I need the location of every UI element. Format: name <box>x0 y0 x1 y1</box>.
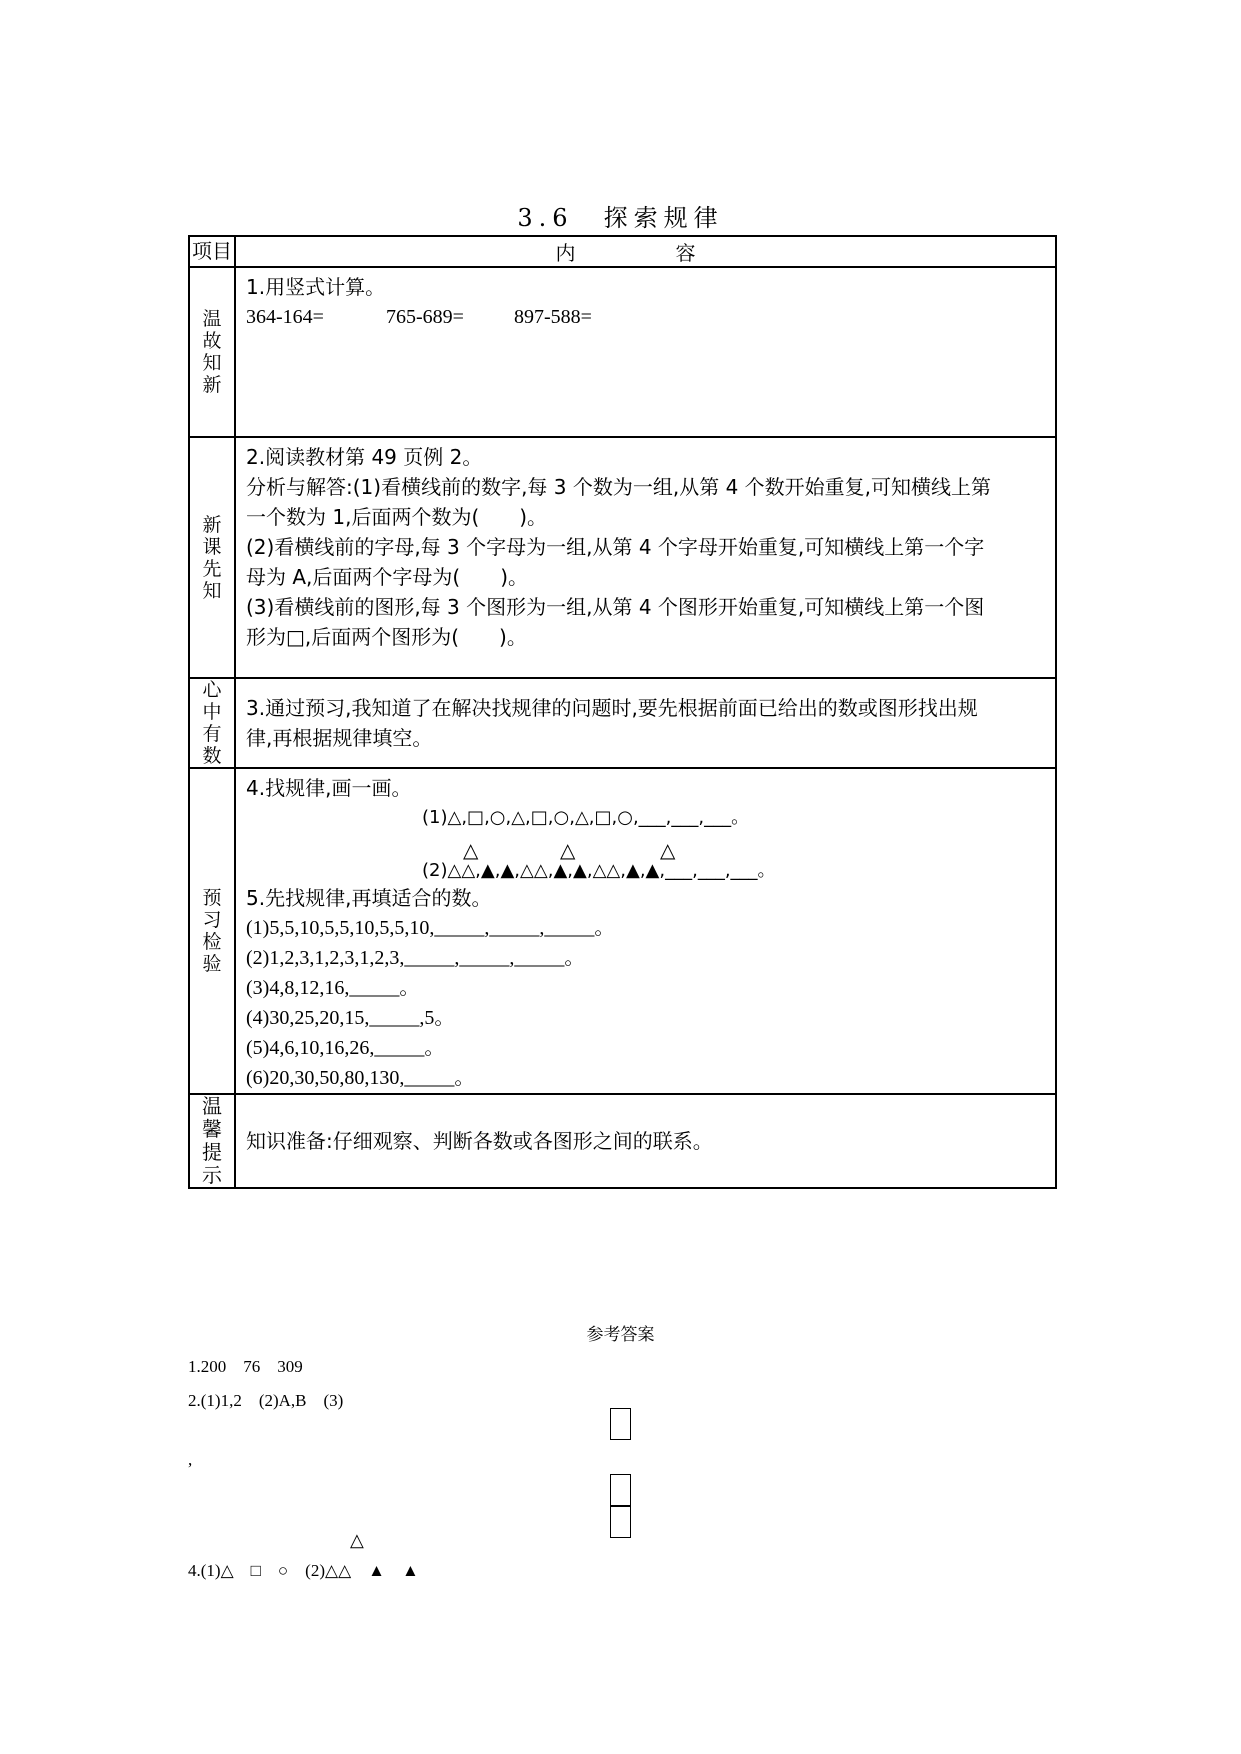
row-content <box>235 768 1056 1094</box>
triangle-icon: △ <box>660 838 676 862</box>
q4-part2: (2)△△,▲,▲,△△,▲,▲,△△,▲,▲,___,___,___。 <box>422 860 776 881</box>
text-line: 3.通过预习,我知道了在解决找规律的问题时,要先根据前面已给出的数或图形找出规 <box>246 696 978 720</box>
row-content <box>235 437 1056 678</box>
answer-2: 2.(1)1,2 (2)A,B (3) <box>188 1391 344 1410</box>
row-label-cell <box>189 437 235 678</box>
answers-title: 参考答案 <box>586 1325 655 1345</box>
triangle-icon: △ <box>463 838 479 862</box>
calc-item: 364-164= <box>246 306 324 328</box>
row-label: 预习检验 <box>202 887 222 975</box>
square-icon <box>610 1408 631 1440</box>
row-content <box>235 1094 1056 1188</box>
q5-item: (5)4,6,10,16,26,_____。 <box>246 1037 445 1059</box>
answer-4: 4.(1)△ □ ○ (2)△△ ▲ ▲ <box>188 1561 419 1580</box>
text-line: 2.阅读教材第 49 页例 2。 <box>246 445 483 469</box>
answer-1: 1.200 76 309 <box>188 1357 303 1376</box>
tip-text: 知识准备:仔细观察、判断各数或各图形之间的联系。 <box>246 1129 713 1153</box>
text-line: 一个数为 1,后面两个数为( )。 <box>246 505 548 529</box>
page-title: 3.6 探索规律 <box>517 204 724 232</box>
question-5: 5.先找规律,再填适合的数。 <box>246 886 492 910</box>
header-content: 内 容 <box>235 236 1056 267</box>
text-line: (3)看横线前的图形,每 3 个图形为一组,从第 4 个图形开始重复,可知横线上第一个图 <box>246 595 985 619</box>
square-icon <box>610 1506 631 1538</box>
row-label-cell <box>189 768 235 1094</box>
text-line: 分析与解答:(1)看横线前的数字,每 3 个数为一组,从第 4 个数开始重复,可知横线上第 <box>246 475 992 499</box>
text-line: (2)看横线前的字母,每 3 个字母为一组,从第 4 个字母开始重复,可知横线上第一个字 <box>246 535 985 559</box>
row-label-cell <box>189 678 235 768</box>
q5-item: (6)20,30,50,80,130,_____。 <box>246 1067 475 1089</box>
answer-comma: , <box>188 1450 193 1469</box>
question-1: 1.用竖式计算。 <box>246 275 386 299</box>
text-line: 母为 A,后面两个字母为( )。 <box>246 565 529 589</box>
square-icon <box>610 1474 631 1506</box>
calc-item: 765-689= <box>386 306 464 328</box>
header-item: 项目 <box>192 239 232 263</box>
row-label: 温馨提示 <box>202 1094 222 1187</box>
question-4: 4.找规律,画一画。 <box>246 776 412 800</box>
study-table <box>188 235 1057 1189</box>
text-line: 形为□,后面两个图形为( )。 <box>246 625 527 649</box>
calc-line <box>246 302 1045 332</box>
triangle-icon: △ <box>350 1530 364 1550</box>
q5-item: (4)30,25,20,15,_____,5。 <box>246 1007 455 1029</box>
q4-top-triangles <box>246 833 1045 862</box>
row-label-cell <box>189 1094 235 1188</box>
row-label: 新课先知 <box>202 513 222 602</box>
row-label: 温故知新 <box>202 308 222 396</box>
header-item-cell <box>189 236 235 267</box>
q5-item: (3)4,8,12,16,_____。 <box>246 977 420 999</box>
row-label-cell <box>189 267 235 437</box>
text-line: 律,再根据规律填空。 <box>246 726 433 750</box>
row-content <box>235 267 1056 437</box>
q5-item: (2)1,2,3,1,2,3,1,2,3,_____,_____,_____。 <box>246 947 585 969</box>
calc-item: 897-588= <box>514 306 592 328</box>
q5-item: (1)5,5,10,5,5,10,5,5,10,_____,_____,_____。 <box>246 917 615 939</box>
triangle-icon: △ <box>560 838 576 862</box>
row-label: 心中有数 <box>202 679 222 767</box>
row-content <box>235 678 1056 768</box>
q4-part1: (1)△,□,○,△,□,○,△,□,○,___,___,___。 <box>422 807 750 828</box>
